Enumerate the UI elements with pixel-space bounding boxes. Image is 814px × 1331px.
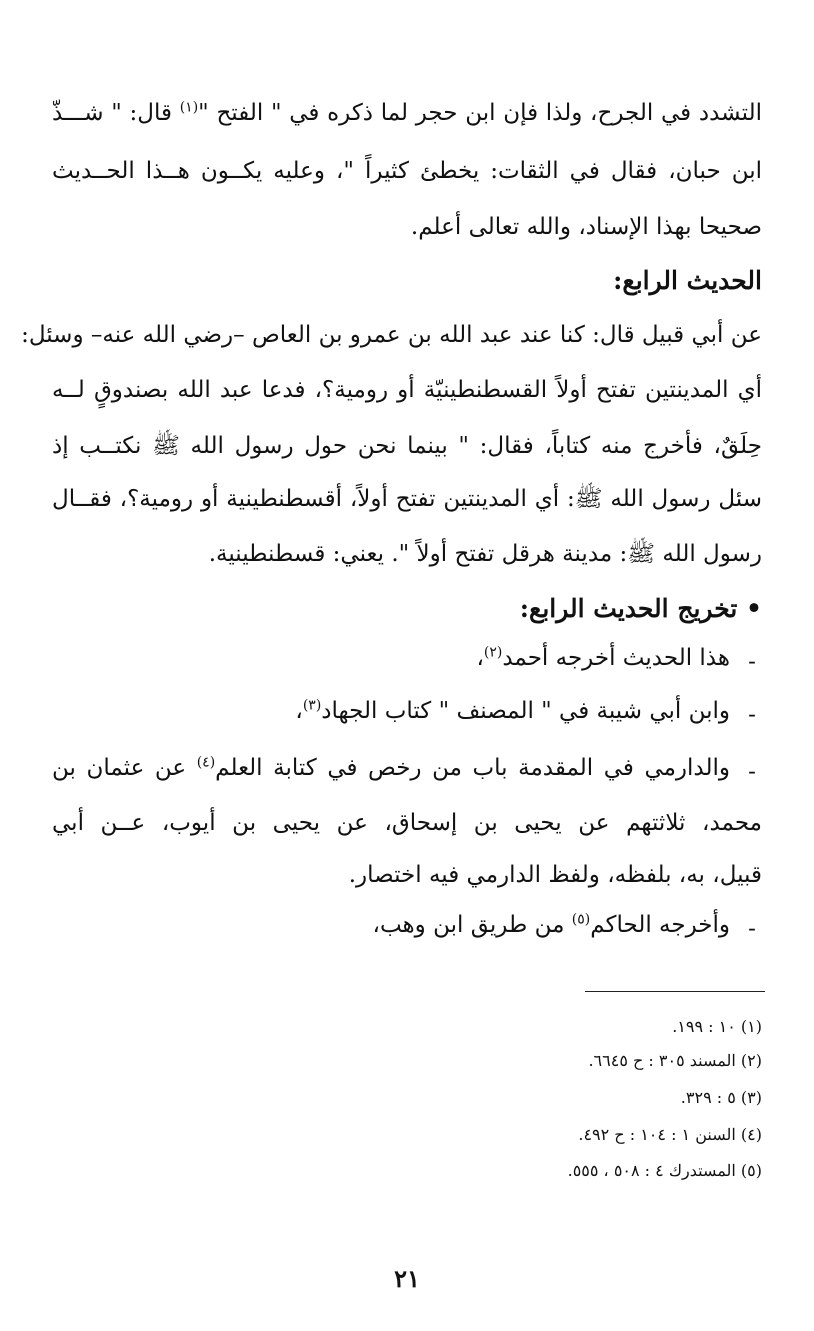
list-item-darimi: [52, 753, 730, 783]
body-line-3: صحيحا بهذا الإسناد، والله تعالى أعلم.: [410, 214, 762, 240]
footnote-ref-2[interactable]: (٢): [483, 644, 503, 661]
paragraph-line: عن أبي قبيل قال: كنا عند عبد الله بن عمرو بن العاص –رضي الله عنه– وسئل:: [21, 322, 762, 348]
list-item-text: هذا الحديث أخرجه أحمد: [502, 645, 730, 671]
list-dash: -: [748, 916, 756, 942]
footnote-ref-4[interactable]: (٤): [196, 754, 216, 771]
list-dash: -: [748, 759, 756, 785]
list-dash: -: [748, 649, 756, 675]
list-item-ibn-abi-shayba: [295, 696, 730, 726]
section-heading-takhrij: • تخريج الحديث الرابع:: [519, 594, 762, 623]
paragraph-line: سئل رسول الله ﷺ: أي المدينتين تفتح أولاً، أقسطنطينية أو رومية؟، فقــال: [52, 486, 762, 512]
line1-end-text: قال: " شـــذّ: [52, 100, 180, 126]
list-item-end: عن عثمان بن: [52, 755, 197, 781]
footnote-3: (٣) ٥ : ٣٢٩.: [680, 1088, 762, 1107]
footnote-ref-1[interactable]: (١): [179, 99, 199, 116]
list-item-text: والدارمي في المقدمة باب من رخص في كتابة العلم: [215, 755, 731, 781]
footnote-separator: [585, 991, 765, 992]
list-item-text: وأخرجه الحاكم: [590, 912, 730, 938]
list-item-end: من طريق ابن وهب،: [372, 912, 572, 938]
footnote-4: (٤) السنن ١ : ١٠٤ : ح ٤٩٢.: [578, 1125, 762, 1144]
footnote-5: (٥) المستدرك ٤ : ٥٠٨ ، ٥٥٥.: [567, 1161, 762, 1180]
footnote-2: (٢) المسند ٣٠٥ : ح ٦٦٤٥.: [588, 1051, 762, 1070]
list-item-hakim: [373, 910, 730, 940]
footnote-1: (١) ١٠ : ١٩٩.: [672, 1017, 762, 1036]
section-heading-hadith-4: الحديث الرابع:: [613, 266, 762, 295]
paragraph-line: أي المدينتين تفتح أولاً القسطنطينيّة أو رومية؟، فدعا عبد الله بصندوقٍ لــه: [52, 377, 762, 403]
line1-text: التشدد في الجرح، ولذا فإن ابن حجر لما ذكره في " الفتح ": [198, 100, 762, 126]
list-item-text: وابن أبي شيبة في " المصنف " كتاب الجهاد: [321, 698, 730, 724]
footnote-ref-5[interactable]: (٥): [571, 911, 591, 928]
paragraph-line: حِلَقٌ، فأخرج منه كتاباً، فقال: " بينما نحن حول رسول الله ﷺ نكتــب إذ: [52, 433, 762, 459]
list-item-end: ،: [476, 645, 484, 671]
footnote-ref-3[interactable]: (٣): [302, 697, 322, 714]
page-number: ٢١: [394, 1264, 420, 1293]
paragraph-line: رسول الله ﷺ: مدينة هرقل تفتح أولاً ". يعني: قسطنطينية.: [208, 541, 762, 567]
list-item-ahmad: [476, 643, 730, 673]
list-item-darimi-cont: محمد، ثلاثتهم عن يحيى بن إسحاق، عن يحيى بن أيوب، عــن أبي: [52, 810, 762, 836]
list-dash: -: [748, 702, 756, 728]
body-line-2: ابن حبان، فقال في الثقات: يخطئ كثيراً "، وعليه يكــون هــذا الحــديث: [52, 158, 762, 184]
list-item-darimi-cont: قبيل، به، بلفظه، ولفظ الدارمي فيه اختصار.: [348, 862, 762, 888]
list-item-end: ،: [295, 698, 303, 724]
body-line-1: [52, 98, 762, 128]
